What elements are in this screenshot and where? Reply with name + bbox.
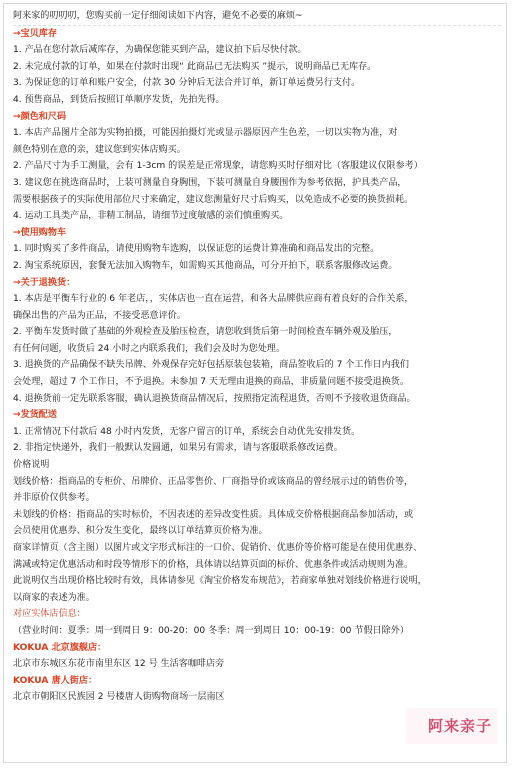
price-line: 商家详情页（含主图）以图片或文字形式标注的一口价、促销价、优惠价等价格可能是在使用优惠券、	[13, 543, 423, 553]
stores-title: 对应实体店信息：	[13, 609, 86, 620]
shop-notice-page	[3, 3, 507, 763]
price-line: 会员使用优惠券、积分发生变化，最终以订单结算页价格为准。	[13, 526, 268, 537]
color-line: 需要根据孩子的实际使用部位尺寸来确定，建议您测量好尺寸后购买，以免造成不必要的换货损耗。	[13, 194, 414, 205]
ship-line: 2. 非指定快递外，我们一般默认发圆通，如果另有需求，请与客服联系修改运费。	[13, 443, 343, 454]
stock-line: 2. 未完成付款的订单，如果在付款时出现“ 此商品已无法购买 ”提示，说明商品已无库存。	[13, 61, 377, 72]
store-2-address: 北京市朝阳区民族园 2 号楼唐人街购物商场一层南区	[13, 692, 225, 703]
stock-line: 4. 预售商品，到货后按照订单顺序发货，先拍先得。	[13, 94, 225, 105]
section-stock-title: →宝贝库存	[13, 28, 57, 39]
section-price-title: 价格说明	[13, 460, 50, 471]
price-line: 满减或特定优惠活动和时段等情形下的价格，具体请以结算页面的标价、优惠条件或活动规则为准。	[13, 559, 414, 570]
section-cart-title: →使用购物车	[13, 227, 67, 238]
store-hours: （营业时间：夏季：周一到周日 9：00-20：00 冬季：周一到周日 10：00-19：00 节假日除外）	[13, 625, 409, 636]
return-line: 3. 退换货的产品确保不缺失吊牌、外观保存完好包括原装包装箱，商品签收后的 7 个工作日内我们	[13, 360, 409, 371]
section-return-title: →关于退换货：	[13, 277, 76, 288]
price-line: 此说明仅当出现价格比较时有效，具体请参见《淘宝价格发布规范》，若商家单独对划线价格进行说明，	[13, 576, 427, 587]
return-line: 4. 退换货前一定先联系客服，确认退换货商品情况后，按照指定流程退货，否则不予接收退货商品。	[13, 393, 416, 404]
price-line: 未划线的价格：指商品的实时标价，不因表述的差异改变性质。具体成交价格根据商品参加活动，或	[13, 509, 414, 520]
stock-line: 1. 产品在您付款后减库存，为确保您能买到产品，建议拍下后尽快付款。	[13, 45, 307, 56]
notice-content	[13, 8, 501, 706]
return-line: 2. 平衡车发货时做了基础的外观检查及胎压检查，请您收到货后第一时间检查车辆外观及胎压，	[13, 327, 398, 338]
price-line: 划线价格：指商品的专柜价、吊牌价、正品零售价、厂商指导价或该商品的曾经展示过的销售价等，	[13, 476, 414, 487]
store-1-name: KOKUA 北京旗舰店：	[13, 642, 107, 653]
intro-text: 阿来家的叨叨叨，您购买前一定仔细阅读如下内容，避免不必要的麻烦~	[13, 11, 303, 21]
color-line: 3. 建议您在挑选商品时，上装可测量自身胸围，下装可测量自身腰围作为参考依据，护具类产品，	[13, 177, 407, 188]
color-line: 颜色特别在意的亲，建议您到实体店购买。	[13, 144, 186, 155]
ship-line: 1. 正常情况下付款后 48 小时内发货，无客户留言的订单，系统会自动优先安排发货。	[13, 426, 361, 437]
price-line: 并非原价仅供参考。	[13, 493, 95, 504]
stock-line: 3. 为保证您的订单和账户安全，付款 30 分钟后无法合并订单，新订单运费另行支付。	[13, 78, 361, 89]
store-2-name: KOKUA 唐人街店：	[13, 675, 98, 686]
return-line: 1. 本店是平衡车行业的 6 年老店，，实体店也一直在运营，和各大品牌供应商有着良好的合作关系，	[13, 294, 414, 305]
color-line: 1. 本店产品图片全部为实物拍摄，可能因拍摄灯光或显示器原因产生色差，一切以实物为准，对	[13, 128, 398, 139]
section-color-title: →颜色和尺码	[13, 111, 67, 122]
cart-line: 1. 同时购买了多件商品，请使用购物车选购，以保证您的运费计算准确和商品发出的完整。	[13, 244, 380, 255]
cart-line: 2. 淘宝系统原因，套餐无法加入购物车，如需购买其他商品，可分开拍下，联系客服修改运费。	[13, 260, 398, 271]
shop-watermark: 阿来亲子	[427, 717, 492, 735]
store-1-address: 北京市东城区东花市南里东区 12 号 生活客咖啡店旁	[13, 659, 225, 670]
color-line: 2. 产品尺寸为手工测量，会有 1-3cm 的误差是正常现象，请您购买时仔细对比（客服建议仅限参考）	[13, 161, 423, 172]
return-line: 确保出售的产品为正品，不接受恶意评价。	[13, 310, 186, 321]
return-line: 有任何问题，收货后 24 小时之内联系我们，我们会及时为您处理。	[13, 343, 285, 354]
section-ship-title: →发货配送	[13, 410, 57, 421]
return-line: 会处理，超过 7 个工作日，不予退换。未参加 7 天无理由退换的商品，非质量问题不接受退换货。	[13, 377, 409, 388]
price-line: 以商家的表述为准。	[13, 592, 95, 603]
color-line: 4. 运动工具类产品，非精工制品，请细节过度敏感的亲们慎重购买。	[13, 211, 289, 222]
